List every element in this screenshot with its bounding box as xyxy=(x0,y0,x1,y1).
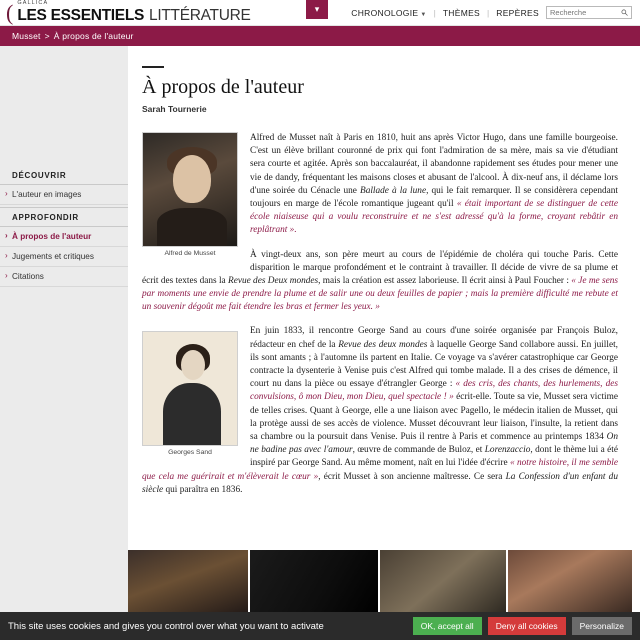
nav-item-chronologie[interactable] xyxy=(351,8,426,18)
nav-divider: | xyxy=(487,7,490,18)
image-gallery-strip xyxy=(128,550,640,612)
text-run-italic: Revue des deux mondes xyxy=(338,339,428,350)
text-run-quote: « des cris, des chants, des hurlements, des convulsions, ô mon Dieu, mon Dieu, quel spectacle ! » xyxy=(250,379,619,403)
search-icon[interactable] xyxy=(621,9,628,16)
text-run-italic: Ballade à la lune xyxy=(360,185,427,196)
sidebar-item-a-propos-de-lauteur[interactable]: › À propos de l'auteur xyxy=(0,227,128,247)
cookie-message: This site uses cookies and gives you control over what you want to activate xyxy=(8,620,324,632)
text-run-italic: Revue des Deux mondes xyxy=(228,275,319,286)
text-run: écrit-elle. Toute sa vie, Musset sera victime de telles crises. Quant à George, elle a une liaison avec Pagello, le médecin italien de Musset, qui la protège aussi de ses accès de violence. Musset découvrant leur liaison, l'insulte, la retient dans sa chambre ou la poursuit dans Venise. Puis il rentre à Paris et commence au printemps 1834 xyxy=(250,392,618,442)
portrait-image xyxy=(142,132,238,247)
figure-georges-sand[interactable] xyxy=(142,331,238,456)
personalize-cookies-button[interactable]: Personalize xyxy=(572,617,632,635)
breadcrumb xyxy=(0,26,640,46)
breadcrumb-root[interactable]: Musset xyxy=(12,31,41,41)
sidebar-item-lauteur-en-images[interactable]: › L'auteur en images xyxy=(0,185,128,205)
text-run: , écrit Musset à son ancienne maîtresse. Ce sera xyxy=(318,471,506,482)
main-content xyxy=(128,46,640,619)
text-run: qui paraîtra en 1836. xyxy=(163,484,243,495)
byline: Sarah Tournerie xyxy=(142,104,207,114)
site-header xyxy=(0,0,640,26)
body-wrapper xyxy=(0,46,640,619)
figure-caption: Georges Sand xyxy=(168,449,212,457)
text-run: À vingt-deux ans, son père meurt au cours de l'épidémie de choléra qui touche Paris. Cette disparition le marque profondément et le contraint à travailler. Il décide de vivre de sa plume et écrit des textes dans la xyxy=(142,249,618,286)
search-input[interactable] xyxy=(547,7,617,18)
search-box[interactable] xyxy=(546,6,632,19)
gallery-thumb[interactable] xyxy=(380,550,506,612)
gallery-thumb[interactable] xyxy=(508,550,632,612)
text-run: En juin 1833, il rencontre George Sand au cours d'une soirée organisée par François Buloz, rédacteur en chef de la xyxy=(250,326,618,350)
text-run-italic: On ne badine pas avec l'amour xyxy=(250,431,618,456)
text-run: , qui le fait remarquer. Il se considèrera cependant toujours en marge de l'école romantique jugeant qu'il xyxy=(250,185,618,209)
text-run-italic: La Confession d'un enfant du siècle xyxy=(142,471,618,495)
logo-paren-icon: ( xyxy=(6,0,14,25)
text-run: , mais la création est assez laborieuse. Il écrit ainsi à Paul Foucher : xyxy=(318,275,572,286)
nav-item-reperes[interactable]: REPÈRES xyxy=(496,7,539,18)
main-nav xyxy=(351,6,632,19)
article-flow xyxy=(142,132,618,497)
title-rule xyxy=(142,66,164,68)
breadcrumb-separator: > xyxy=(44,31,50,41)
sidebar-item-citations[interactable]: › Citations xyxy=(0,267,128,287)
text-run-quote: « était important de se distinguer de cette école niaiseuse qui a voulu reconstruire et ne s'est adressé qu'à la forme, croyant rebâtir en replâtrant ». xyxy=(250,198,618,236)
breadcrumb-current: À propos de l'auteur xyxy=(53,31,134,41)
deny-all-cookies-button[interactable]: Deny all cookies xyxy=(488,617,566,635)
brand-main-label: LES ESSENTIELS xyxy=(17,6,145,24)
text-run: Alfred de Musset naît à Paris en 1810, huit ans après Victor Hugo, dans une famille bourgeoise. C'est un élève brillant couronné de prix qui font l'admiration de sa mère, mais sa vie d'étudiant sera courte et agitée. Après son baccalauréat, il abandonne rapidement ses études pour mener une vie de dandy, fréquentant les maisons closes et abusant de l'alcool. À dix-neuf ans, il déclame lors d'une soirée du Cénacle une xyxy=(250,133,618,196)
text-run-quote: « Je me sens par moments une envie de prendre la plume et de salir une ou deux feuilles de papier ; mais la première difficulté me rebute et un souvenir dégoût me fait étendre les bras et fermer les yeux. » xyxy=(142,275,618,313)
text-run: , œuvre de commande de Buloz, et xyxy=(352,445,485,456)
gallery-thumb[interactable] xyxy=(128,550,248,612)
chevron-down-icon[interactable]: ▾ xyxy=(306,0,328,19)
figure-caption: Alfred de Musset xyxy=(164,250,216,257)
brand-sub-label: LITTÉRATURE xyxy=(149,6,251,24)
cookie-consent-bar xyxy=(0,612,640,640)
nav-divider: | xyxy=(433,7,436,18)
sidebar-item-jugements-et-critiques[interactable]: › Jugements et critiques xyxy=(0,247,128,267)
figure-alfred-de-musset[interactable] xyxy=(142,132,238,257)
sidebar-heading-decouvrir: DÉCOUVRIR xyxy=(0,166,128,185)
nav-item-themes[interactable]: THÈMES xyxy=(442,7,481,18)
site-logo[interactable] xyxy=(6,1,251,23)
gallica-label: GALLICA xyxy=(17,0,49,6)
paragraph-2 xyxy=(142,249,618,315)
text-run-italic: Lorenzaccio xyxy=(484,445,531,456)
sidebar xyxy=(0,46,128,619)
sidebar-heading-approfondir: APPROFONDIR xyxy=(0,207,128,227)
text-run-quote: « notre histoire, il me semble que cela me guérirait et m'élèverait le cœur » xyxy=(142,458,618,482)
nav-label-chronologie: CHRONOLOGIE xyxy=(351,7,419,18)
accept-all-cookies-button[interactable]: OK, accept all xyxy=(413,617,482,635)
page-title: À propos de l'auteur xyxy=(142,76,304,98)
chevron-down-icon: ▼ xyxy=(420,11,427,18)
gallery-thumb[interactable] xyxy=(250,550,378,612)
portrait-image xyxy=(142,331,238,446)
text-run: à laquelle George Sand collabore aussi. En juillet, ils sont amants ; à l'automne ils partent en Italie. Ce voyage va s'avérer catastrophique car George contracte la dysenterie à Venise puis c'est Alfred qui tombe malade. Il a des crises de démence, il court nu dans la pièce ou essaye d'étrangler George : xyxy=(250,339,618,390)
text-run: , dont le thème lui a été inspiré par George Sand. Au même moment, naît en lui l'idée d'écrire xyxy=(250,445,619,469)
